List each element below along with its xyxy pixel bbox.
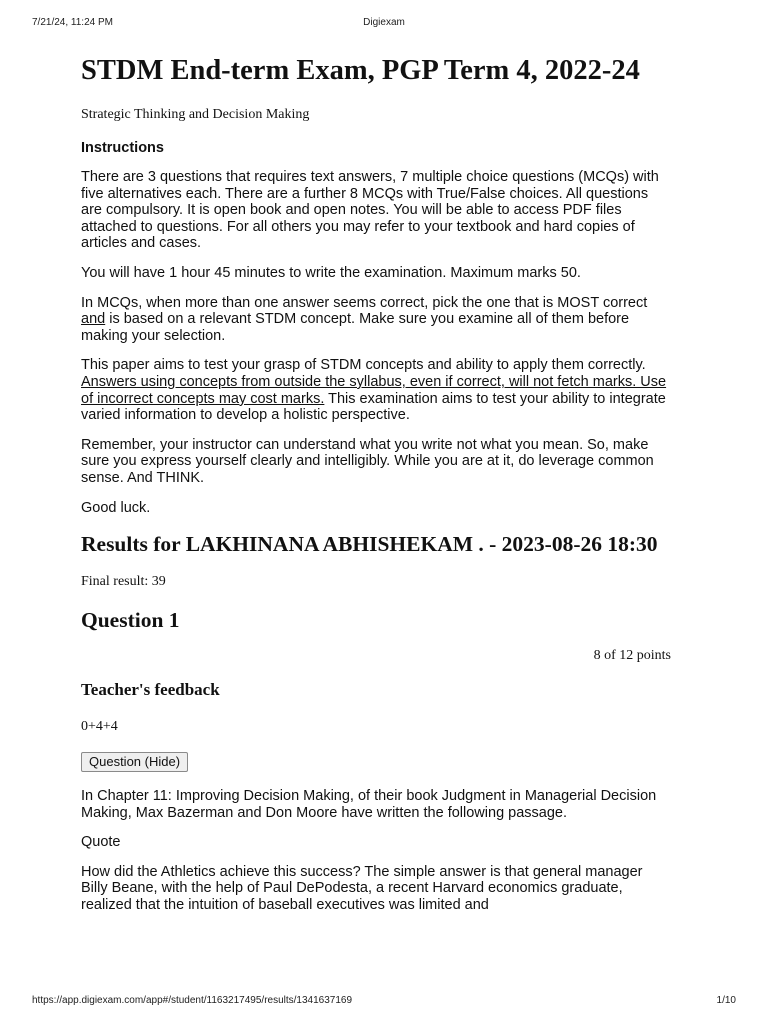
- paragraph-text: This examination aims to test your ability to integrate varied information to develop a holistic perspective.: [81, 390, 666, 424]
- print-header: [32, 16, 736, 30]
- exam-results-content: [81, 54, 671, 914]
- paragraph-text: This paper aims to test your grasp of STDM concepts and ability to apply them correctly.: [81, 357, 646, 374]
- instructions-paragraph-5: Remember, your instructor can understand what you write not what you mean. So, make sure you express yourself clearly and intelligibly. While you are at it, do leverage common sense. And THINK.: [81, 436, 654, 486]
- teacher-feedback-value: 0+4+4: [81, 719, 118, 735]
- print-url: https://app.digiexam.com/app#/student/1163217495/results/1341637169: [32, 995, 353, 1006]
- print-page-number: 1/10: [716, 995, 736, 1006]
- exam-title: STDM End-term Exam, PGP Term 4, 2022-24: [81, 55, 640, 86]
- underlined-text: and: [81, 311, 106, 328]
- results-heading: Results for LAKHINANA ABHISHEKAM . - 2023-08-26 18:30: [81, 532, 658, 557]
- instructions-paragraph-6: Good luck.: [81, 499, 151, 516]
- print-datetime: 7/21/24, 11:24 PM: [32, 17, 113, 28]
- teacher-feedback-heading: Teacher's feedback: [81, 680, 220, 700]
- question-hide-button[interactable]: Question (Hide): [81, 752, 188, 772]
- question-1-intro: In Chapter 11: Improving Decision Making, of their book Judgment in Managerial Decision Making, Max Bazerman and Don Moore have written the following passage.: [81, 788, 657, 821]
- paragraph-text: is based on a relevant STDM concept. Make sure you examine all of them before making your selection.: [81, 311, 630, 344]
- underlined-text: Answers using concepts from outside the syllabus, even if correct, will not fetch marks. Use of incorrect concepts may cost marks.: [81, 373, 667, 407]
- print-site-title: Digiexam: [363, 17, 405, 28]
- print-footer: [32, 994, 736, 1008]
- paragraph-text: In MCQs, when more than one answer seems correct, pick the one that is MOST correct: [81, 294, 648, 311]
- question-1-points: 8 of 12 points: [593, 648, 671, 664]
- instructions-paragraph-3: [81, 295, 671, 345]
- instructions-paragraph-2: You will have 1 hour 45 minutes to write the examination. Maximum marks 50.: [81, 264, 581, 281]
- quote-label: Quote: [81, 834, 121, 851]
- final-result: Final result: 39: [81, 574, 166, 590]
- exam-subtitle: Strategic Thinking and Decision Making: [81, 107, 310, 122]
- question-1-heading: Question 1: [81, 608, 180, 633]
- instructions-paragraph-4: [81, 357, 671, 423]
- instructions-heading: Instructions: [81, 140, 164, 156]
- quote-text: How did the Athletics achieve this success? The simple answer is that general manager Billy Beane, with the help of Paul DePodesta, a recent Harvard economics graduate, realized that the intuition of baseball executives was limited and: [81, 863, 643, 914]
- instructions-paragraph-1: There are 3 questions that requires text answers, 7 multiple choice questions (MCQs) with five alternatives each. There are a further 8 MCQs with True/False choices. All questions are compulsory. It is open book and open notes. You will be able to access PDF files attached to questions. For all others you may refer to your textbook and hard copies of articles and cases.: [81, 169, 659, 252]
- question-toggle-row: [81, 752, 671, 774]
